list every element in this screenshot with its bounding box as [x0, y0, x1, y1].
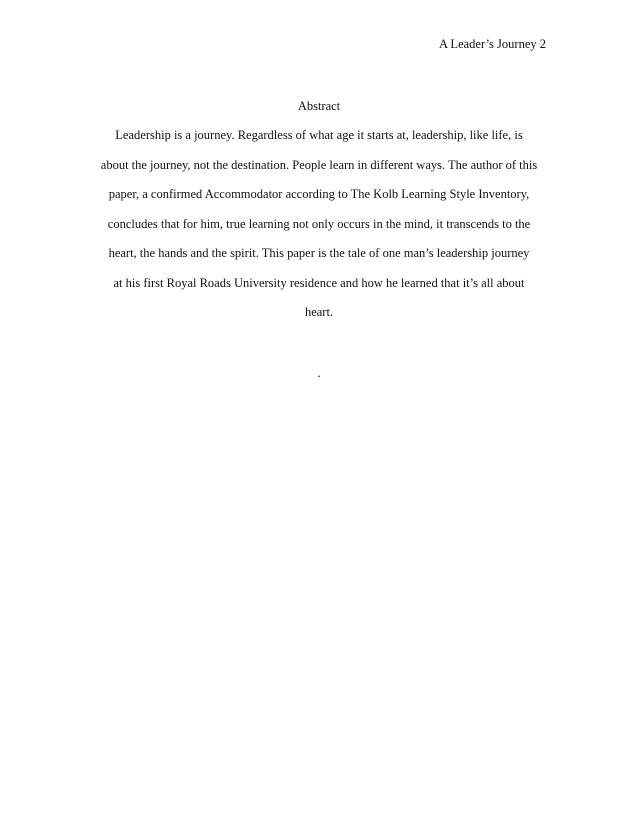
abstract-line: about the journey, not the destination. People learn in different ways. The author of this: [100, 157, 538, 172]
abstract-line: heart.: [304, 305, 334, 319]
abstract-line: at his first Royal Roads University residence and how he learned that it’s all about: [113, 275, 525, 290]
abstract-line: paper, a confirmed Accommodator according to The Kolb Learning Style Inventory,: [108, 187, 530, 201]
trailing-mark: .: [317, 366, 321, 380]
abstract-line: concludes that for him, true learning not only occurs in the mind, it transcends to the: [107, 216, 531, 231]
running-head: A Leader’s Journey 2: [438, 37, 546, 51]
abstract-body: [88, 127, 550, 334]
abstract-heading: Abstract: [297, 99, 341, 113]
abstract-line: heart, the hands and the spirit. This paper is the tale of one man’s leadership journey: [108, 246, 530, 260]
abstract-line: Leadership is a journey. Regardless of what age it starts at, leadership, like life, is: [115, 128, 523, 142]
